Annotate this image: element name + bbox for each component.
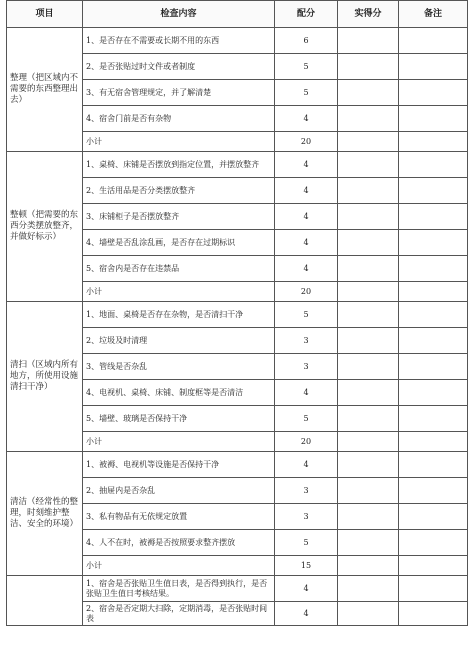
remarks-cell[interactable] bbox=[399, 406, 468, 432]
remarks-cell[interactable] bbox=[399, 28, 468, 54]
actual-score-cell[interactable] bbox=[338, 452, 399, 478]
content-cell: 2、抽屉内是否杂乱 bbox=[83, 478, 275, 504]
actual-score-cell[interactable] bbox=[338, 328, 399, 354]
actual-score-cell[interactable] bbox=[338, 478, 399, 504]
header-score: 配分 bbox=[275, 1, 338, 28]
table-body bbox=[7, 28, 468, 626]
score-cell: 5 bbox=[275, 80, 338, 106]
score-cell: 4 bbox=[275, 178, 338, 204]
project-cell: 整理（把区域内不需要的东西整理出去） bbox=[7, 28, 83, 152]
score-cell: 4 bbox=[275, 152, 338, 178]
remarks-cell[interactable] bbox=[399, 556, 468, 576]
content-cell: 小计 bbox=[83, 132, 275, 152]
score-cell: 4 bbox=[275, 602, 338, 626]
actual-score-cell[interactable] bbox=[338, 576, 399, 602]
remarks-cell[interactable] bbox=[399, 282, 468, 302]
content-cell: 2、宿舍是否定期大扫除，定期消毒，是否张贴时间表 bbox=[83, 602, 275, 626]
score-cell: 4 bbox=[275, 106, 338, 132]
table-row bbox=[7, 576, 468, 602]
actual-score-cell[interactable] bbox=[338, 556, 399, 576]
score-cell: 15 bbox=[275, 556, 338, 576]
remarks-cell[interactable] bbox=[399, 230, 468, 256]
header-remarks: 备注 bbox=[399, 1, 468, 28]
header-project: 项目 bbox=[7, 1, 83, 28]
score-cell: 4 bbox=[275, 230, 338, 256]
actual-score-cell[interactable] bbox=[338, 152, 399, 178]
actual-score-cell[interactable] bbox=[338, 406, 399, 432]
actual-score-cell[interactable] bbox=[338, 504, 399, 530]
score-cell: 5 bbox=[275, 530, 338, 556]
score-cell: 4 bbox=[275, 452, 338, 478]
content-cell: 4、宿舍门前是否有杂物 bbox=[83, 106, 275, 132]
content-cell: 2、是否张贴过时文件或者制度 bbox=[83, 54, 275, 80]
content-cell: 1、地面、桌椅是否存在杂物，是否清扫干净 bbox=[83, 302, 275, 328]
content-cell: 小计 bbox=[83, 432, 275, 452]
content-cell: 4、墙壁是否乱涂乱画，是否存在过期标识 bbox=[83, 230, 275, 256]
remarks-cell[interactable] bbox=[399, 452, 468, 478]
remarks-cell[interactable] bbox=[399, 380, 468, 406]
content-cell: 1、桌椅、床铺是否摆放到指定位置，并摆放整齐 bbox=[83, 152, 275, 178]
remarks-cell[interactable] bbox=[399, 576, 468, 602]
actual-score-cell[interactable] bbox=[338, 230, 399, 256]
project-cell bbox=[7, 576, 83, 626]
table-row bbox=[7, 302, 468, 328]
actual-score-cell[interactable] bbox=[338, 282, 399, 302]
score-cell: 5 bbox=[275, 302, 338, 328]
remarks-cell[interactable] bbox=[399, 302, 468, 328]
content-cell: 2、垃圾及时清理 bbox=[83, 328, 275, 354]
remarks-cell[interactable] bbox=[399, 478, 468, 504]
remarks-cell[interactable] bbox=[399, 602, 468, 626]
content-cell: 4、人不在时，被褥是否按照要求整齐摆放 bbox=[83, 530, 275, 556]
remarks-cell[interactable] bbox=[399, 132, 468, 152]
remarks-cell[interactable] bbox=[399, 152, 468, 178]
actual-score-cell[interactable] bbox=[338, 530, 399, 556]
content-cell: 小计 bbox=[83, 556, 275, 576]
content-cell: 4、电视机、桌椅、床铺、制度框等是否清洁 bbox=[83, 380, 275, 406]
score-cell: 4 bbox=[275, 380, 338, 406]
score-cell: 3 bbox=[275, 354, 338, 380]
actual-score-cell[interactable] bbox=[338, 302, 399, 328]
score-cell: 20 bbox=[275, 432, 338, 452]
actual-score-cell[interactable] bbox=[338, 380, 399, 406]
actual-score-cell[interactable] bbox=[338, 132, 399, 152]
actual-score-cell[interactable] bbox=[338, 28, 399, 54]
header-content: 检查内容 bbox=[83, 1, 275, 28]
score-cell: 6 bbox=[275, 28, 338, 54]
inspection-table bbox=[6, 0, 468, 626]
content-cell: 3、私有物品有无依规定放置 bbox=[83, 504, 275, 530]
score-cell: 5 bbox=[275, 54, 338, 80]
score-cell: 5 bbox=[275, 406, 338, 432]
remarks-cell[interactable] bbox=[399, 328, 468, 354]
remarks-cell[interactable] bbox=[399, 432, 468, 452]
remarks-cell[interactable] bbox=[399, 530, 468, 556]
remarks-cell[interactable] bbox=[399, 54, 468, 80]
header-row bbox=[7, 1, 468, 28]
score-cell: 3 bbox=[275, 328, 338, 354]
content-cell: 3、有无宿舍管理规定，并了解清楚 bbox=[83, 80, 275, 106]
actual-score-cell[interactable] bbox=[338, 256, 399, 282]
score-cell: 4 bbox=[275, 256, 338, 282]
remarks-cell[interactable] bbox=[399, 80, 468, 106]
score-cell: 3 bbox=[275, 478, 338, 504]
score-cell: 20 bbox=[275, 282, 338, 302]
score-cell: 4 bbox=[275, 576, 338, 602]
remarks-cell[interactable] bbox=[399, 106, 468, 132]
score-cell: 20 bbox=[275, 132, 338, 152]
content-cell: 3、管线是否杂乱 bbox=[83, 354, 275, 380]
project-cell: 清洁（经常性的整理，时刻维护整洁、安全的环境） bbox=[7, 452, 83, 576]
content-cell: 3、床铺柜子是否摆放整齐 bbox=[83, 204, 275, 230]
actual-score-cell[interactable] bbox=[338, 178, 399, 204]
remarks-cell[interactable] bbox=[399, 178, 468, 204]
actual-score-cell[interactable] bbox=[338, 80, 399, 106]
content-cell: 1、是否存在不需要或长期不用的东西 bbox=[83, 28, 275, 54]
content-cell: 1、被褥、电视机等设施是否保持干净 bbox=[83, 452, 275, 478]
actual-score-cell[interactable] bbox=[338, 354, 399, 380]
content-cell: 5、墙壁、玻璃是否保持干净 bbox=[83, 406, 275, 432]
table-row bbox=[7, 152, 468, 178]
remarks-cell[interactable] bbox=[399, 204, 468, 230]
actual-score-cell[interactable] bbox=[338, 432, 399, 452]
table-row bbox=[7, 452, 468, 478]
actual-score-cell[interactable] bbox=[338, 204, 399, 230]
project-cell: 清扫（区域内所有地方，所使用设施清扫干净） bbox=[7, 302, 83, 452]
actual-score-cell[interactable] bbox=[338, 106, 399, 132]
content-cell: 5、宿舍内是否存在违禁品 bbox=[83, 256, 275, 282]
score-cell: 4 bbox=[275, 204, 338, 230]
actual-score-cell[interactable] bbox=[338, 602, 399, 626]
content-cell: 2、生活用品是否分类摆放整齐 bbox=[83, 178, 275, 204]
remarks-cell[interactable] bbox=[399, 354, 468, 380]
remarks-cell[interactable] bbox=[399, 256, 468, 282]
table-row bbox=[7, 28, 468, 54]
actual-score-cell[interactable] bbox=[338, 54, 399, 80]
header-actual-score: 实得分 bbox=[338, 1, 399, 28]
content-cell: 小计 bbox=[83, 282, 275, 302]
content-cell: 1、宿舍是否张贴卫生值日表，是否得到执行，是否张贴卫生值日考核结果。 bbox=[83, 576, 275, 602]
remarks-cell[interactable] bbox=[399, 504, 468, 530]
score-cell: 3 bbox=[275, 504, 338, 530]
project-cell: 整顿（把需要的东西分类摆放整齐，并做好标示） bbox=[7, 152, 83, 302]
